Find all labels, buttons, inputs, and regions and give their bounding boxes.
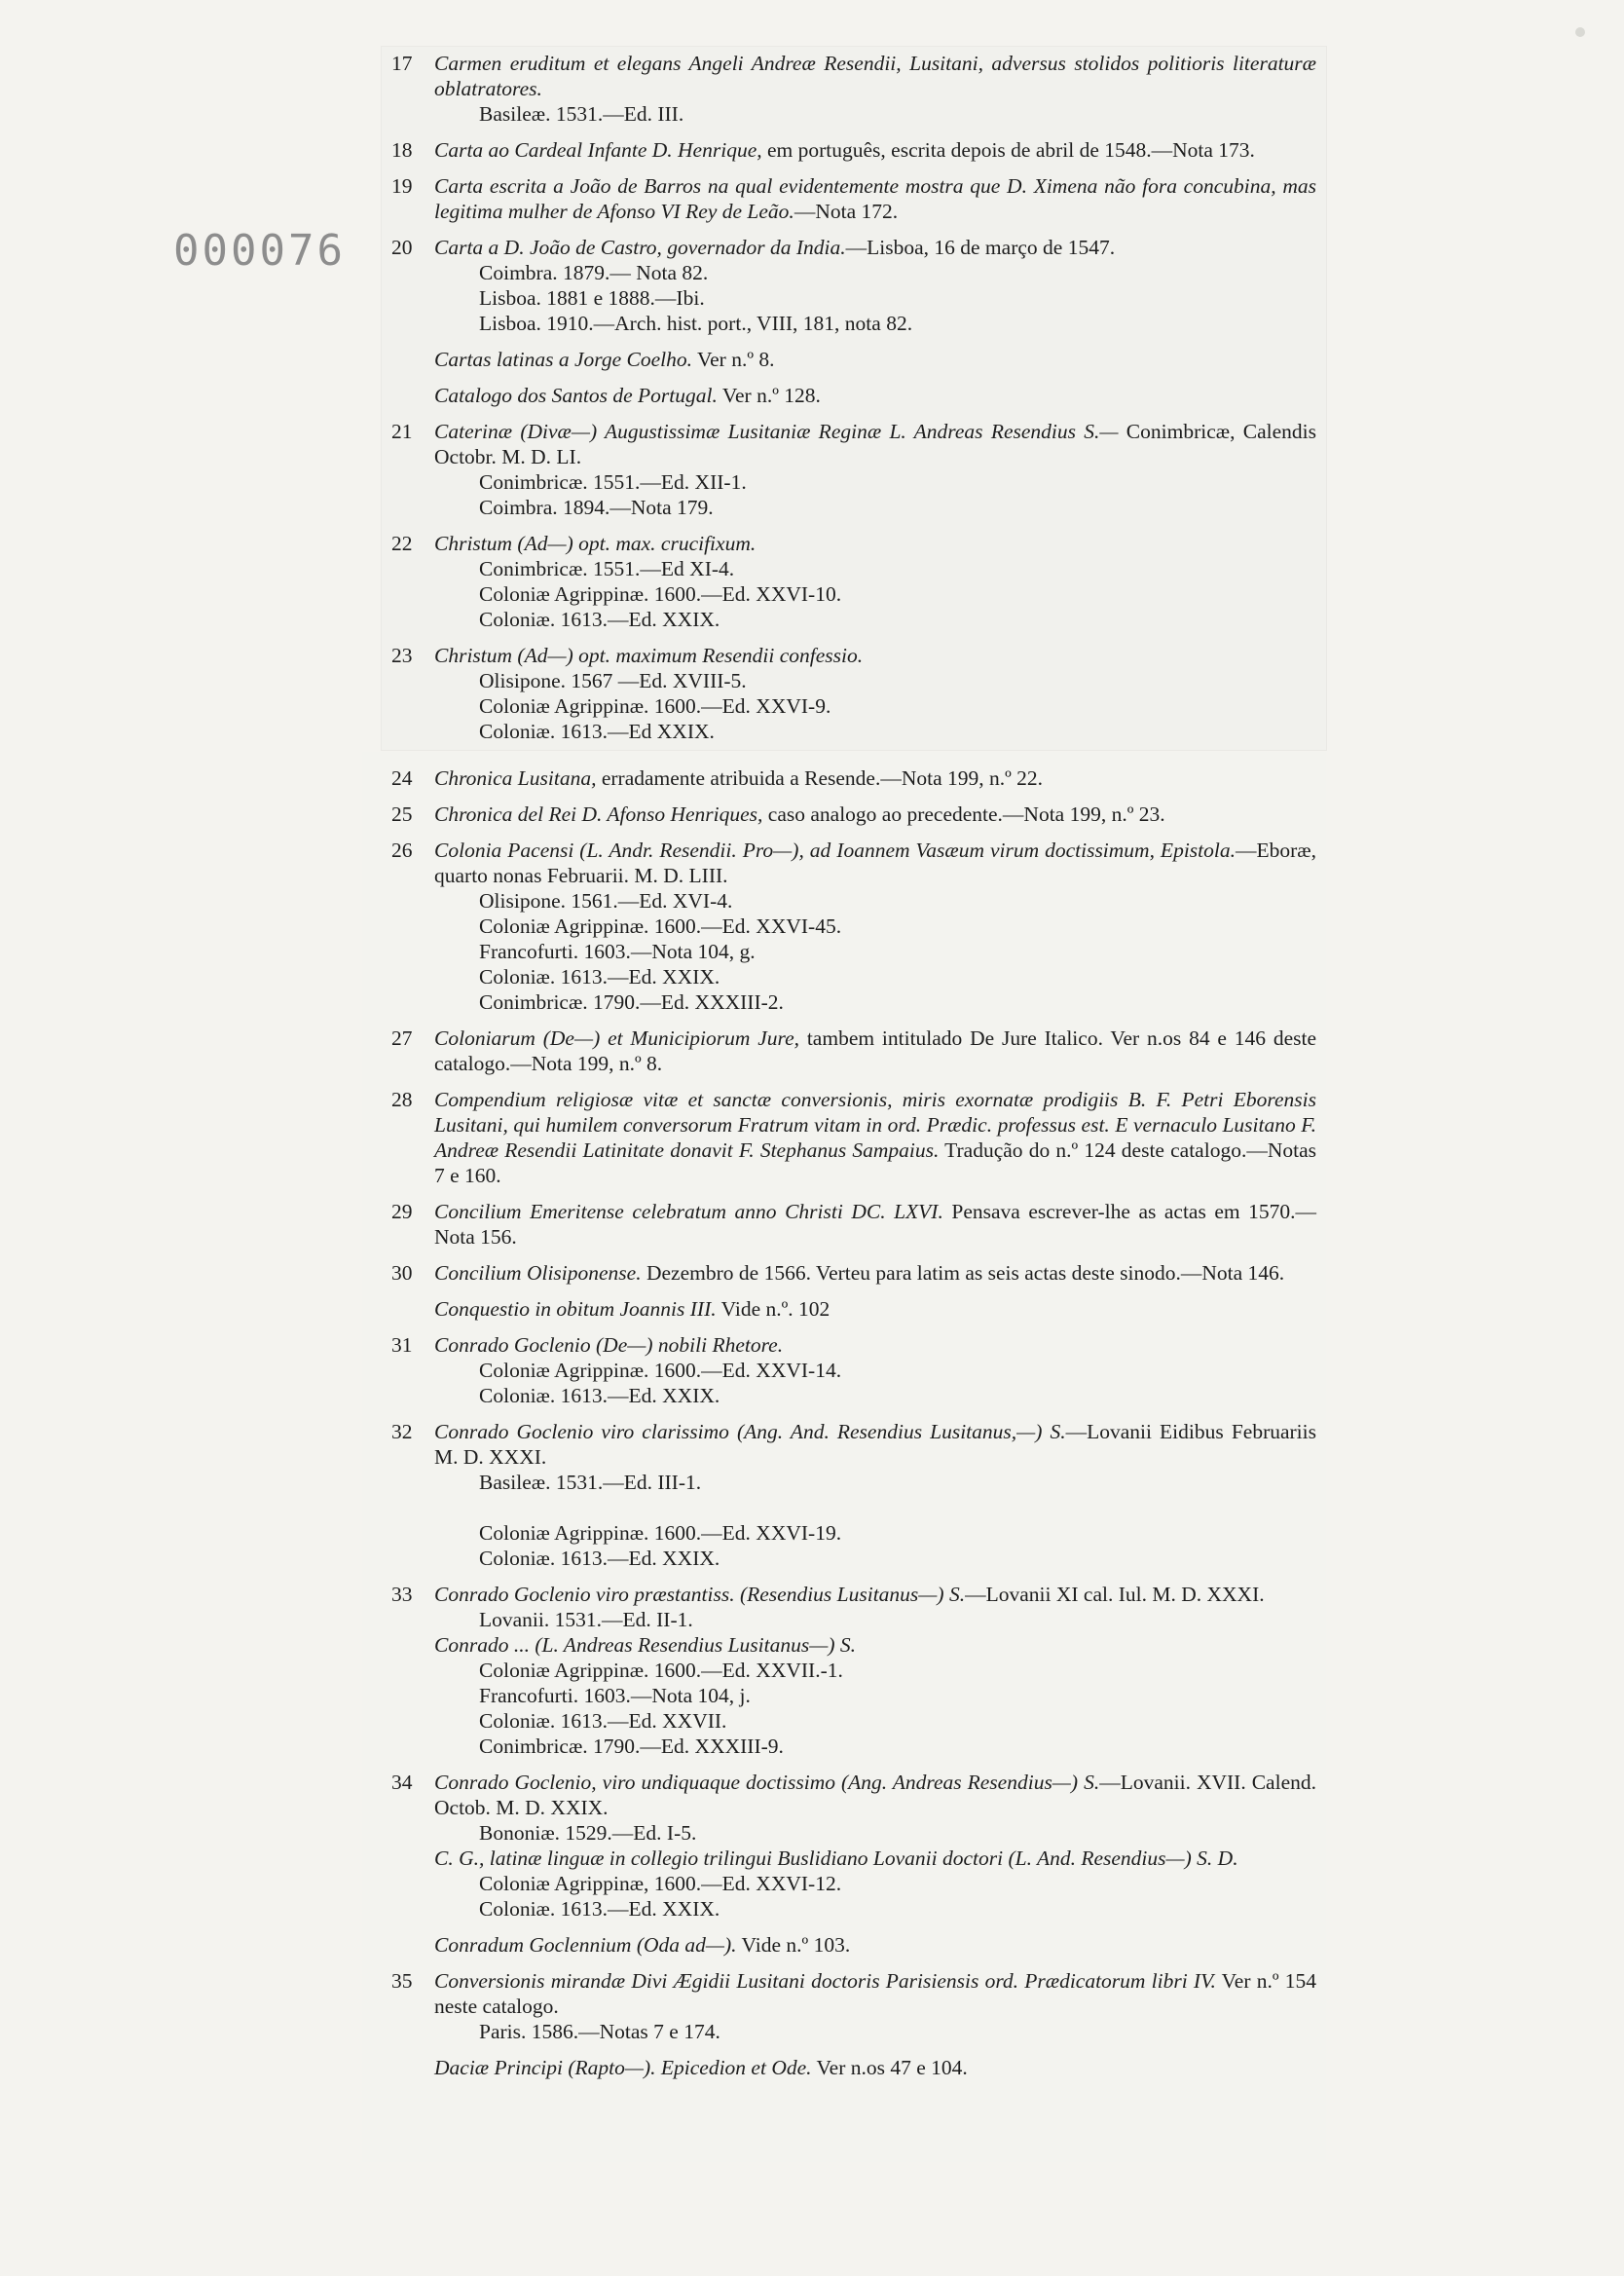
entry-note: caso analogo ao precedente.—Nota 199, n.º 23. [762,802,1165,826]
entry-title: Colonia Pacensi (L. Andr. Resendii. Pro—), ad Ioannem Vasæum virum doctissimum, Epistola. [434,839,1236,862]
entry-title: Conversionis mirandæ Divi Ægidii Lusitani doctoris Parisiensis ord. Prædicatorum libri IV. [434,1969,1216,1993]
edition-line [434,1495,1316,1520]
catalogue-entry [391,765,1316,791]
entry-number: 23 [391,644,413,667]
catalogue-entry [391,643,1316,744]
sub-entry-title: C. G., latinæ linguæ in collegio trilingui Buslidiano Lovanii doctori (L. And. Resendius—) S. D. [434,1847,1238,1870]
edition-line: Coloniæ Agrippinæ. 1600.—Ed. XXVI-19. [479,1521,842,1545]
entry-title: Chronica del Rei D. Afonso Henriques, [434,802,763,826]
entry-number: 28 [391,1088,413,1111]
catalogue-entry [391,1332,1316,1408]
catalogue-entry [391,419,1316,520]
edition-line: Coloniæ. 1613.—Ed XXIX. [479,720,715,743]
entry-number: 26 [391,839,413,862]
entry-number: 30 [391,1261,413,1285]
sub-entry-title: Conrado ... (L. Andreas Resendius Lusitanus—) S. [434,1633,857,1657]
entry-note: —Lovanii Eidibus Februariis M. D. XXXI. [434,1420,1316,1469]
edition-line: Coimbra. 1879.— Nota 82. [479,261,709,284]
edition-line: Conimbricæ. 1551.—Ed XI-4. [479,557,735,580]
entry-number: 35 [391,1969,413,1993]
catalogue-entry [391,1419,1316,1571]
entry-note: Vide n.º 103. [736,1933,851,1957]
entry-title: Carta a D. João de Castro, governador da India. [434,236,846,259]
entry-note: —Lisboa, 16 de março de 1547. [845,236,1116,259]
edition-line: Coloniæ Agrippinæ. 1600.—Ed. XXVI-10. [479,582,842,606]
edition-line: Basileæ. 1531.—Ed. III-1. [479,1471,702,1494]
entry-title: Chronica Lusitana, [434,766,597,790]
entry-note: Ver n.º 128. [717,384,821,407]
entry-title: Concilium Emeritense celebratum anno Christi DC. LXVI. [434,1200,943,1223]
edition-line: Francofurti. 1603.—Nota 104, g. [479,940,756,963]
edition-line: Basileæ. 1531.—Ed. III. [479,102,684,126]
edition-line: Coimbra. 1894.—Nota 179. [479,496,714,519]
entry-number: 29 [391,1200,413,1223]
entry-title: Compendium religiosæ vitæ et sanctæ conversionis, miris exornatæ prodigiis B. F. Petri Eborensis Lusitani, qui humilem conversorum Fratrum vitam in ord. Prædic. professus est. E vernaculo Lusitano F. Andreæ Resendii Latinitate donavit F. Stephanus Sampaius. [434,1088,1316,1162]
entry-title: Carta ao Cardeal Infante D. Henrique, [434,138,762,162]
edition-line: Francofurti. 1603.—Nota 104, j. [479,1684,751,1707]
catalogue-entry [391,2055,1316,2080]
catalogue-entry [391,1932,1316,1958]
entry-title: Concilium Olisiponense. [434,1261,642,1285]
entry-note: —Nota 172. [794,200,899,223]
entry-note: Tradução do n.º 124 deste catalogo.—Notas 7 e 160. [434,1138,1316,1187]
entry-title: Conrado Goclenio (De—) nobili Rhetore. [434,1333,784,1357]
entry-number: 24 [391,766,413,790]
edition-line: Coloniæ. 1613.—Ed. XXIX. [479,1547,720,1570]
entry-note: tambem intitulado De Jure Italico. Ver n.os 84 e 146 deste catalogo.—Nota 199, n.º 8. [434,1026,1316,1075]
entry-note: Dezembro de 1566. Verteu para latim as seis actas deste sinodo.—Nota 146. [641,1261,1285,1285]
edition-line: Coloniæ. 1613.—Ed. XXIX. [479,965,720,989]
entry-number: 33 [391,1583,413,1606]
entry-note: erradamente atribuida a Resende.—Nota 199, n.º 22. [596,766,1044,790]
edition-line: Lovanii. 1531.—Ed. II-1. [479,1608,693,1631]
edition-line: Conimbricæ. 1790.—Ed. XXXIII-9. [479,1735,784,1758]
catalogue-entry [391,531,1316,632]
edition-line: Coloniæ Agrippinæ. 1600.—Ed. XXVI-45. [479,914,842,938]
entry-title: Daciæ Principi (Rapto—). Epicedion et Ode. [434,2056,812,2079]
entry-number: 25 [391,802,413,826]
entry-note: —Lovanii XI cal. Iul. M. D. XXXI. [965,1583,1265,1606]
catalogue-entry [391,838,1316,1015]
edition-line: Coloniæ Agrippinæ. 1600.—Ed. XXVI-9. [479,694,831,718]
entry-note: —Lovanii. XVII. Calend. Octob. M. D. XXIX. [434,1771,1316,1819]
catalogue-entry [391,1296,1316,1322]
entry-note: Ver n.os 47 e 104. [811,2056,968,2079]
edition-line: Olisipone. 1561.—Ed. XVI-4. [479,889,733,913]
catalogue-entry [391,235,1316,336]
entry-title: Catalogo dos Santos de Portugal. [434,384,718,407]
entry-note: —Eboræ, quarto nonas Februarii. M. D. LIII. [434,839,1316,887]
entry-title: Carmen eruditum et elegans Angeli Andreæ Resendii, Lusitani, adversus stolidos politioris literaturæ oblatratores. [434,52,1316,100]
edition-line: Olisipone. 1567 —Ed. XVIII-5. [479,669,747,692]
entry-note: em português, escrita depois de abril de 1548.—Nota 173. [761,138,1255,162]
edition-line: Coloniæ. 1613.—Ed. XXIX. [479,1384,720,1407]
entry-title: Carta escrita a João de Barros na qual evidentemente mostra que D. Ximena não fora concubina, mas legitima mulher de Afonso VI Rey de Leão. [434,174,1316,223]
edition-line: Coloniæ. 1613.—Ed. XXIX. [479,1897,720,1921]
entry-number: 31 [391,1333,413,1357]
catalogue-entry [391,1026,1316,1076]
catalogue-entry [391,1770,1316,1922]
entry-title: Conrado Goclenio viro præstantiss. (Resendius Lusitanus—) S. [434,1583,966,1606]
entry-note: Ver n.º 8. [691,348,775,371]
catalogue-entry [391,1087,1316,1188]
entry-note: Ver n.º 154 neste catalogo. [434,1969,1316,2018]
catalogue-entry [391,1260,1316,1286]
catalogue-entry [391,173,1316,224]
edition-line: Coloniæ. 1613.—Ed. XXVII. [479,1709,727,1733]
entry-number: 21 [391,420,413,443]
catalogue-entry [391,137,1316,163]
entry-title: Conquestio in obitum Joannis III. [434,1297,717,1321]
entry-title: Caterinæ (Divæ—) Augustissimæ Lusitaniæ Reginæ L. Andreas Resendius S.— [434,420,1119,443]
catalogue-list [391,51,1316,2091]
entry-number: 18 [391,138,413,162]
edition-line: Conimbricæ. 1790.—Ed. XXXIII-2. [479,990,784,1014]
edition-line: Conimbricæ. 1551.—Ed. XII-1. [479,470,747,494]
entry-note: Conimbricæ, Calendis Octobr. M. D. LI. [434,420,1316,468]
catalogue-entry [391,51,1316,127]
entry-number: 22 [391,532,413,555]
catalogue-entry [391,383,1316,408]
entry-title: Christum (Ad—) opt. max. crucifixum. [434,532,757,555]
entry-title: Christum (Ad—) opt. maximum Resendii confessio. [434,644,864,667]
edition-line: Lisboa. 1881 e 1888.—Ibi. [479,286,705,310]
entry-number: 34 [391,1771,413,1794]
entry-number: 17 [391,52,413,75]
punch-hole [1575,27,1585,37]
entry-number: 32 [391,1420,413,1443]
entry-title: Coloniarum (De—) et Municipiorum Jure, [434,1026,800,1050]
edition-line: Paris. 1586.—Notas 7 e 174. [479,2020,720,2043]
catalogue-entry [391,347,1316,372]
edition-line: Coloniæ Agrippinæ. 1600.—Ed. XXVII.-1. [479,1659,843,1682]
edition-line: Lisboa. 1910.—Arch. hist. port., VIII, 181, nota 82. [479,312,913,335]
archive-stamp: 000076 [173,226,346,276]
catalogue-entry [391,1968,1316,2044]
entry-title: Conrado Goclenio viro clarissimo (Ang. And. Resendius Lusitanus,—) S. [434,1420,1066,1443]
entry-note: Vide n.º. 102 [716,1297,830,1321]
edition-line: Coloniæ Agrippinæ, 1600.—Ed. XXVI-12. [479,1872,842,1895]
entry-number: 20 [391,236,413,259]
entry-number: 19 [391,174,413,198]
entry-title: Cartas latinas a Jorge Coelho. [434,348,692,371]
entry-title: Conradum Goclennium (Oda ad—). [434,1933,737,1957]
edition-line: Coloniæ. 1613.—Ed. XXIX. [479,608,720,631]
catalogue-entry [391,802,1316,827]
catalogue-entry [391,1582,1316,1759]
entry-number: 27 [391,1026,413,1050]
edition-line: Bononiæ. 1529.—Ed. I-5. [479,1821,697,1845]
entry-note: Pensava escrever-lhe as actas em 1570.—Nota 156. [434,1200,1316,1249]
catalogue-entry [391,1199,1316,1250]
entry-title: Conrado Goclenio, viro undiquaque doctissimo (Ang. Andreas Resendius—) S. [434,1771,1100,1794]
edition-line: Coloniæ Agrippinæ. 1600.—Ed. XXVI-14. [479,1359,842,1382]
